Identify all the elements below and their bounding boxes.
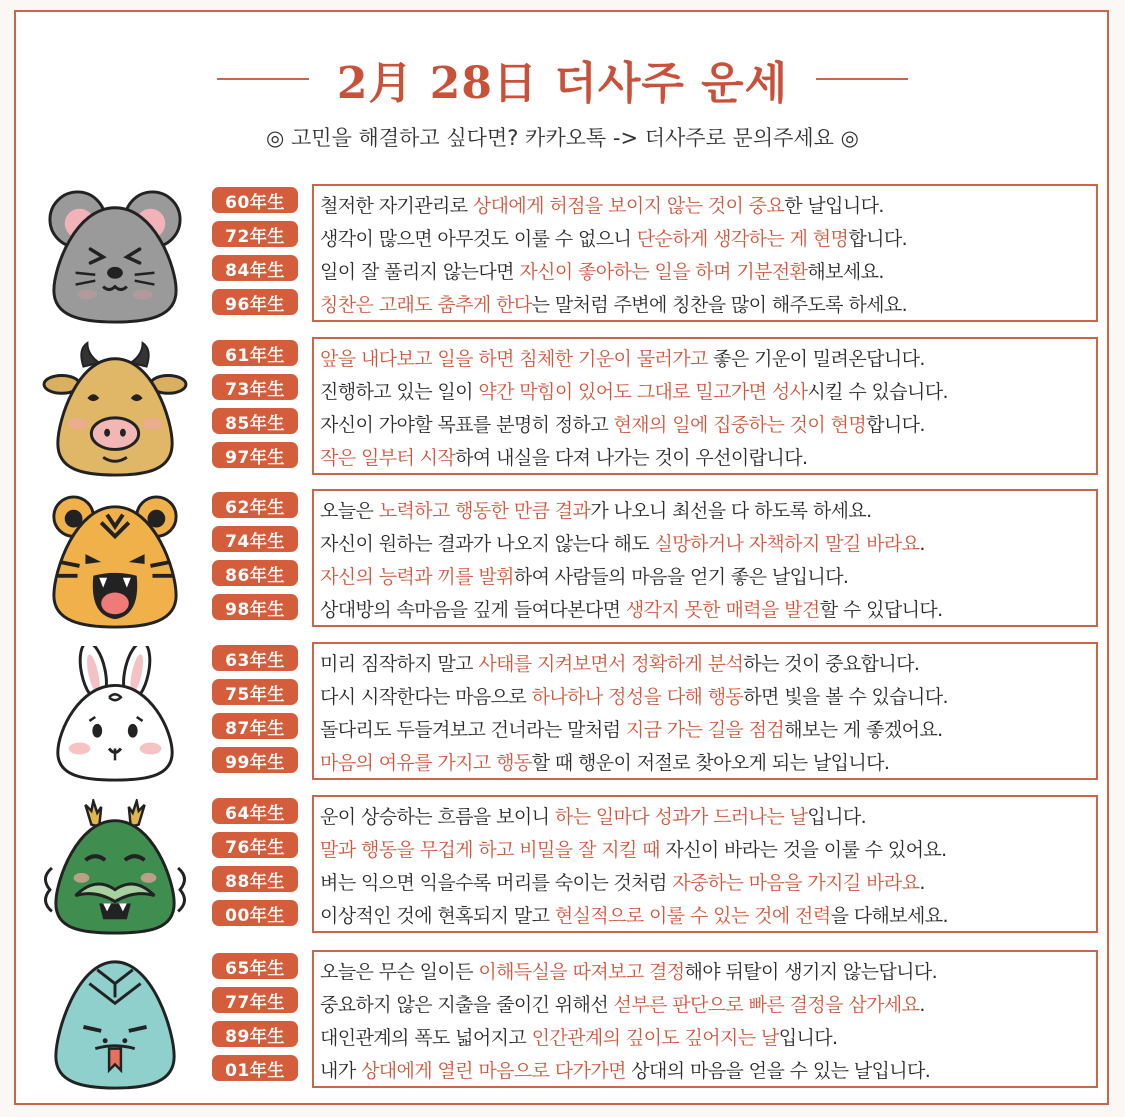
highlight-text: 하나하나 정성을 다해 행동 <box>531 686 744 708</box>
year-badge: 97年生 <box>212 442 298 468</box>
highlight-text: 자신이 좋아하는 일을 하며 기분전환 <box>519 261 808 283</box>
fortune-text: 좋은 기운이 밀려온답니다. <box>707 348 925 370</box>
dragon-icon <box>36 799 194 937</box>
fortune-text: 미리 짐작하지 말고 <box>320 653 479 675</box>
fortune-line <box>320 867 1096 900</box>
fortune-line <box>320 648 1096 681</box>
fortune-line <box>320 1055 1096 1088</box>
highlight-text: 앞을 내다보고 일을 하면 침체한 기운이 물러가고 <box>320 348 708 370</box>
fortune-text-box <box>312 642 1098 780</box>
fortune-line <box>320 376 1096 409</box>
fortune-text: 내가 <box>320 1060 361 1082</box>
fortune-line <box>320 956 1096 989</box>
highlight-text: 작은 일부터 시작 <box>320 447 456 469</box>
year-badge: 89年生 <box>212 1021 298 1047</box>
year-badge: 65年生 <box>212 953 298 979</box>
fortune-text: 중요하지 않은 지출을 줄이긴 위해선 <box>320 994 614 1016</box>
year-badge: 85年生 <box>212 408 298 434</box>
page-subtitle: ◎ 고민을 해결하고 싶다면? 카카오톡 -> 더사주로 문의주세요 ◎ <box>266 126 859 150</box>
fortune-text-box <box>312 184 1098 322</box>
fortune-text: 자신이 원하는 결과가 나오지 않는다 해도 <box>320 533 655 555</box>
fortune-text: 진행하고 있는 일이 <box>320 381 479 403</box>
fortune-text: 오늘은 <box>320 500 379 522</box>
page-title: 2月 28日 더사주 운세 <box>336 58 789 109</box>
highlight-text: 자신의 능력과 끼를 발휘 <box>320 566 514 588</box>
highlight-text: 칭찬은 고래도 춤추게 한다 <box>320 294 532 316</box>
highlight-text: 인간관계의 깊이도 깊어지는 날 <box>531 1027 779 1049</box>
snake-icon <box>36 954 194 1092</box>
fortune-line <box>320 989 1096 1022</box>
year-badge: 63年生 <box>212 645 298 671</box>
year-badge: 98年生 <box>212 594 298 620</box>
fortune-section-rabbit <box>0 644 1125 786</box>
title-divider-left <box>217 78 309 80</box>
fortune-text: 상대방의 속마음을 깊게 들여다본다면 <box>320 599 626 621</box>
year-badge: 60年生 <box>212 187 298 213</box>
year-badge: 01年生 <box>212 1055 298 1081</box>
year-badge: 75年生 <box>212 679 298 705</box>
highlight-text: 말과 행동을 무겁게 하고 비밀을 잘 지킬 때 <box>320 839 660 861</box>
fortune-line <box>320 528 1096 561</box>
fortune-line <box>320 681 1096 714</box>
year-badge: 77年生 <box>212 987 298 1013</box>
fortune-text: 가 나오니 최선을 다 하도록 하세요. <box>590 500 872 522</box>
fortune-text: 해보는 게 좋겠어요. <box>784 719 943 741</box>
fortune-text-box <box>312 795 1098 933</box>
fortune-text: 하여 내실을 다져 나가는 것이 우선이랍니다. <box>455 447 808 469</box>
highlight-text: 약간 막힘이 있어도 그대로 밀고가면 성사 <box>478 381 808 403</box>
highlight-text: 현재의 일에 집중하는 것이 현명 <box>613 414 867 436</box>
fortune-line <box>320 561 1096 594</box>
fortune-text: 해야 뒤탈이 생기지 않는답니다. <box>684 961 938 983</box>
fortune-line <box>320 714 1096 747</box>
fortune-text: 합니다. <box>866 414 925 436</box>
fortune-section-dragon <box>0 797 1125 939</box>
tiger-icon <box>36 493 194 631</box>
fortune-text: 을 다해보세요. <box>830 905 948 927</box>
fortune-text: 생각이 많으면 아무것도 이룰 수 없으니 <box>320 228 637 250</box>
year-badge: 72年生 <box>212 221 298 247</box>
fortune-text: 대인관계의 폭도 넓어지고 <box>320 1027 532 1049</box>
fortune-line <box>320 495 1096 528</box>
fortune-line <box>320 343 1096 376</box>
year-badge: 99年生 <box>212 747 298 773</box>
fortune-text: 입니다. <box>778 1027 838 1049</box>
fortune-text: 자신이 가야할 목표를 분명히 정하고 <box>320 414 614 436</box>
fortune-text: 다시 시작한다는 마음으로 <box>320 686 532 708</box>
year-badge: 86年生 <box>212 560 298 586</box>
fortune-text: 는 말처럼 주변에 칭찬을 많이 해주도록 하세요. <box>531 294 908 316</box>
fortune-section-tiger <box>0 491 1125 633</box>
year-badge: 76年生 <box>212 832 298 858</box>
fortune-line <box>320 834 1096 867</box>
ox-icon <box>36 341 194 479</box>
fortune-text: 할 때 행운이 저절로 찾아오게 되는 날입니다. <box>531 752 890 774</box>
highlight-text: 마음의 여유를 가지고 행동 <box>320 752 532 774</box>
year-badges <box>212 187 298 323</box>
highlight-text: 단순하게 생각하는 게 현명 <box>636 228 849 250</box>
fortune-text: 철저한 자기관리로 <box>320 195 473 217</box>
fortune-text: . <box>919 533 925 555</box>
fortune-line <box>320 409 1096 442</box>
fortune-line <box>320 900 1096 933</box>
fortune-line <box>320 256 1096 289</box>
fortune-text-box <box>312 950 1098 1088</box>
highlight-text: 상대에게 열린 마음으로 다가가면 <box>360 1060 626 1082</box>
fortune-text: 돌다리도 두들겨보고 건너라는 말처럼 <box>320 719 626 741</box>
highlight-text: 실망하거나 자책하지 말길 바라요 <box>654 533 920 555</box>
fortune-text: 할 수 있답니다. <box>819 599 943 621</box>
fortune-line <box>320 747 1096 780</box>
fortune-text: 하면 빛을 볼 수 있습니다. <box>743 686 948 708</box>
fortune-line <box>320 223 1096 256</box>
fortune-text: 하는 것이 중요합니다. <box>743 653 920 675</box>
year-badge: 64年生 <box>212 798 298 824</box>
year-badges <box>212 340 298 476</box>
rat-icon <box>36 188 194 326</box>
highlight-text: 이해득실을 따져보고 결정 <box>478 961 685 983</box>
fortune-text-box <box>312 489 1098 627</box>
year-badge: 88年生 <box>212 866 298 892</box>
highlight-text: 노력하고 행동한 만큼 결과 <box>378 500 591 522</box>
highlight-text: 자중하는 마음을 가지길 바라요 <box>672 872 920 894</box>
year-badge: 62年生 <box>212 492 298 518</box>
fortune-text: 벼는 익으면 익을수록 머리를 숙이는 것처럼 <box>320 872 673 894</box>
fortune-text: 합니다. <box>848 228 908 250</box>
year-badge: 96年生 <box>212 289 298 315</box>
highlight-text: 지금 가는 길을 점검 <box>625 719 785 741</box>
fortune-text: . <box>919 872 925 894</box>
fortune-line <box>320 289 1096 322</box>
highlight-text: 섣부른 판단으로 빠른 결정을 삼가세요 <box>613 994 920 1016</box>
fortune-line <box>320 190 1096 223</box>
fortune-text: 한 날입니다. <box>784 195 884 217</box>
fortune-text: 상대의 마음을 얻을 수 있는 날입니다. <box>625 1060 931 1082</box>
fortune-text-box <box>312 337 1098 475</box>
fortune-text: 운이 상승하는 흐름을 보이니 <box>320 806 555 828</box>
fortune-text: 시킬 수 있습니다. <box>807 381 948 403</box>
year-badge: 84年生 <box>212 255 298 281</box>
year-badge: 87年生 <box>212 713 298 739</box>
fortune-line <box>320 1022 1096 1055</box>
year-badges <box>212 798 298 934</box>
highlight-text: 상대에게 허점을 보이지 않는 것이 중요 <box>472 195 785 217</box>
highlight-text: 생각지 못한 매력을 발견 <box>625 599 820 621</box>
highlight-text: 하는 일마다 성과가 드러나는 날 <box>554 806 808 828</box>
title-divider-right <box>816 78 908 80</box>
fortune-section-rat <box>0 186 1125 328</box>
fortune-text: . <box>919 994 925 1016</box>
year-badge: 73年生 <box>212 374 298 400</box>
fortune-section-ox <box>0 339 1125 481</box>
year-badge: 61年生 <box>212 340 298 366</box>
year-badges <box>212 645 298 781</box>
fortune-text: 오늘은 무슨 일이든 <box>320 961 479 983</box>
fortune-line <box>320 594 1096 627</box>
title-bar <box>0 44 1125 114</box>
highlight-text: 현실적으로 이룰 수 있는 것에 전력 <box>554 905 831 927</box>
fortune-text: 해보세요. <box>807 261 884 283</box>
fortune-text: 하여 사람들의 마음을 얻기 좋은 날입니다. <box>513 566 849 588</box>
year-badges <box>212 953 298 1089</box>
fortune-text: 입니다. <box>807 806 867 828</box>
rabbit-icon <box>36 646 194 784</box>
fortune-line <box>320 442 1096 475</box>
highlight-text: 사태를 지켜보면서 정확하게 분석 <box>478 653 744 675</box>
fortune-line <box>320 801 1096 834</box>
year-badge: 00年生 <box>212 900 298 926</box>
fortune-text: 자신이 바라는 것을 이룰 수 있어요. <box>659 839 947 861</box>
fortune-text: 이상적인 것에 현혹되지 말고 <box>320 905 555 927</box>
fortune-text: 일이 잘 풀리지 않는다면 <box>320 261 520 283</box>
fortune-section-snake <box>0 952 1125 1094</box>
year-badge: 74年生 <box>212 526 298 552</box>
year-badges <box>212 492 298 628</box>
